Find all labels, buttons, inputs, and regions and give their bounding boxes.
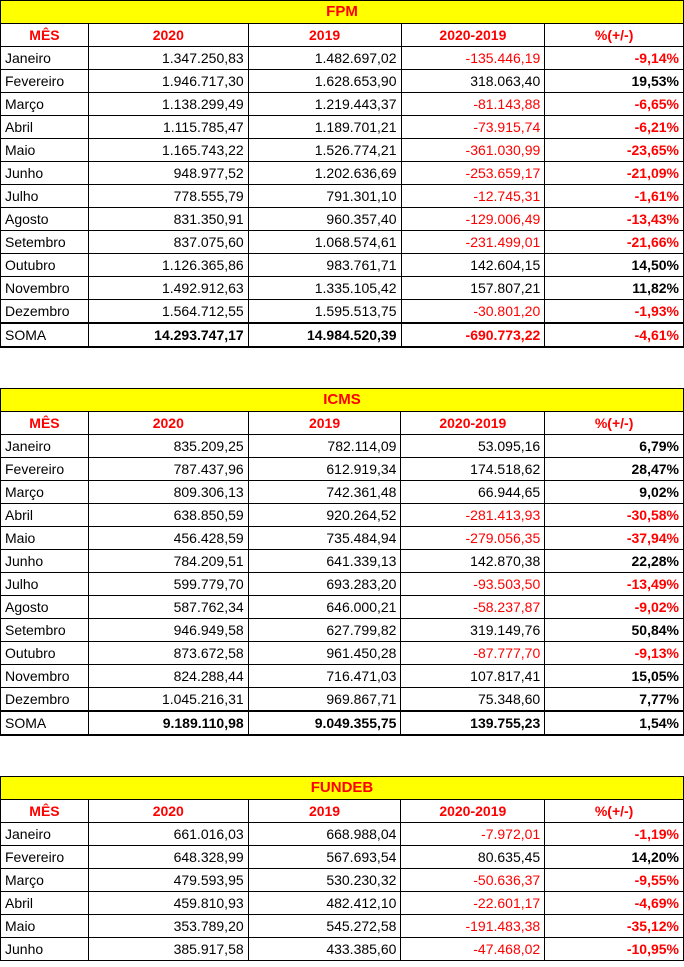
icms-table: [0, 388, 684, 736]
value-2020-cell[interactable]: 661.016,03: [88, 823, 248, 846]
column-header[interactable]: 2020-2019: [401, 412, 545, 435]
value-2019-cell[interactable]: 641.339,13: [248, 550, 401, 573]
value-2020-cell[interactable]: 479.593,95: [88, 869, 248, 892]
table-row: [1, 846, 684, 869]
value-2020-cell[interactable]: 824.288,44: [88, 665, 248, 688]
month-cell[interactable]: SOMA: [1, 323, 89, 347]
column-header[interactable]: 2019: [248, 800, 401, 823]
percent-cell[interactable]: 7,77%: [545, 688, 684, 712]
month-cell[interactable]: Julho: [1, 573, 89, 596]
table-row: [1, 47, 684, 70]
month-cell[interactable]: Outubro: [1, 642, 89, 665]
percent-cell[interactable]: -30,58%: [545, 504, 684, 527]
column-header[interactable]: MÊS: [1, 24, 89, 47]
difference-cell[interactable]: 157.807,21: [401, 277, 545, 300]
value-2019-cell[interactable]: 1.068.574,61: [248, 231, 401, 254]
month-cell[interactable]: Julho: [1, 185, 89, 208]
difference-cell[interactable]: -135.446,19: [401, 47, 545, 70]
percent-cell[interactable]: 1,54%: [545, 711, 684, 735]
difference-cell[interactable]: 142.604,15: [401, 254, 545, 277]
month-cell[interactable]: Fevereiro: [1, 70, 89, 93]
difference-cell[interactable]: 319.149,76: [401, 619, 545, 642]
value-2020-cell[interactable]: 456.428,59: [88, 527, 248, 550]
value-2020-cell[interactable]: 587.762,34: [88, 596, 248, 619]
column-header[interactable]: 2020-2019: [401, 24, 545, 47]
percent-cell[interactable]: -13,43%: [545, 208, 684, 231]
value-2020-cell[interactable]: 831.350,91: [88, 208, 248, 231]
column-header[interactable]: 2020: [88, 800, 248, 823]
table-row: [1, 915, 684, 938]
percent-cell[interactable]: -1,61%: [545, 185, 684, 208]
value-2020-cell[interactable]: 1.165.743,22: [88, 139, 248, 162]
table-title[interactable]: FPM: [1, 1, 684, 24]
value-2020-cell[interactable]: 1.347.250,83: [88, 47, 248, 70]
value-2019-cell[interactable]: 530.230,32: [248, 869, 401, 892]
difference-cell[interactable]: -129.006,49: [401, 208, 545, 231]
value-2020-cell[interactable]: 1.492.912,63: [88, 277, 248, 300]
difference-cell[interactable]: -58.237,87: [401, 596, 545, 619]
value-2020-cell[interactable]: 784.209,51: [88, 550, 248, 573]
value-2019-cell[interactable]: 960.357,40: [248, 208, 401, 231]
value-2019-cell[interactable]: 961.450,28: [248, 642, 401, 665]
difference-cell[interactable]: -81.143,88: [401, 93, 545, 116]
value-2019-cell[interactable]: 1.189.701,21: [248, 116, 401, 139]
value-2019-cell[interactable]: 791.301,10: [248, 185, 401, 208]
header-row: [1, 412, 684, 435]
difference-cell[interactable]: -253.659,17: [401, 162, 545, 185]
difference-cell[interactable]: -281.413,93: [401, 504, 545, 527]
value-2019-cell[interactable]: 969.867,71: [248, 688, 401, 712]
month-cell[interactable]: Abril: [1, 892, 89, 915]
month-cell[interactable]: Junho: [1, 938, 89, 961]
percent-cell[interactable]: 50,84%: [545, 619, 684, 642]
difference-cell[interactable]: 53.095,16: [401, 435, 545, 458]
percent-cell[interactable]: -1,93%: [545, 300, 684, 324]
value-2020-cell[interactable]: 948.977,52: [88, 162, 248, 185]
month-cell[interactable]: Março: [1, 93, 89, 116]
difference-cell[interactable]: 174.518,62: [401, 458, 545, 481]
month-cell[interactable]: Maio: [1, 915, 89, 938]
column-header[interactable]: 2019: [248, 412, 401, 435]
difference-cell[interactable]: -30.801,20: [401, 300, 545, 324]
value-2019-cell[interactable]: 920.264,52: [248, 504, 401, 527]
difference-cell[interactable]: 66.944,65: [401, 481, 545, 504]
value-2020-cell[interactable]: 1.946.717,30: [88, 70, 248, 93]
month-cell[interactable]: Fevereiro: [1, 846, 89, 869]
percent-cell[interactable]: -4,69%: [545, 892, 684, 915]
value-2020-cell[interactable]: 648.328,99: [88, 846, 248, 869]
sum-row: [1, 711, 684, 735]
percent-cell[interactable]: 14,20%: [545, 846, 684, 869]
column-header[interactable]: 2020: [88, 412, 248, 435]
table-row: [1, 892, 684, 915]
percent-cell[interactable]: -9,55%: [545, 869, 684, 892]
difference-cell[interactable]: 80.635,45: [401, 846, 545, 869]
fpm-table: [0, 0, 684, 348]
month-cell[interactable]: Junho: [1, 550, 89, 573]
table-row: [1, 300, 684, 324]
fundeb-table: [0, 776, 684, 961]
table-row: [1, 254, 684, 277]
header-row: [1, 800, 684, 823]
difference-cell[interactable]: -231.499,01: [401, 231, 545, 254]
month-cell[interactable]: Janeiro: [1, 47, 89, 70]
column-header[interactable]: %(+/-): [545, 412, 684, 435]
value-2020-cell[interactable]: 385.917,58: [88, 938, 248, 961]
column-header[interactable]: 2020-2019: [401, 800, 545, 823]
column-header[interactable]: %(+/-): [545, 24, 684, 47]
month-cell[interactable]: Dezembro: [1, 688, 89, 712]
value-2020-cell[interactable]: 1.045.216,31: [88, 688, 248, 712]
value-2019-cell[interactable]: 433.385,60: [248, 938, 401, 961]
value-2019-cell[interactable]: 545.272,58: [248, 915, 401, 938]
value-2019-cell[interactable]: 668.988,04: [248, 823, 401, 846]
difference-cell[interactable]: -87.777,70: [401, 642, 545, 665]
month-cell[interactable]: Maio: [1, 527, 89, 550]
value-2020-cell[interactable]: 1.564.712,55: [88, 300, 248, 324]
value-2020-cell[interactable]: 809.306,13: [88, 481, 248, 504]
difference-cell[interactable]: -279.056,35: [401, 527, 545, 550]
value-2020-cell[interactable]: 1.126.365,86: [88, 254, 248, 277]
percent-cell[interactable]: 9,02%: [545, 481, 684, 504]
difference-cell[interactable]: 107.817,41: [401, 665, 545, 688]
month-cell[interactable]: Março: [1, 869, 89, 892]
month-cell[interactable]: Outubro: [1, 254, 89, 277]
value-2020-cell[interactable]: 9.189.110,98: [88, 711, 248, 735]
table-title[interactable]: FUNDEB: [1, 777, 684, 800]
percent-cell[interactable]: -23,65%: [545, 139, 684, 162]
month-cell[interactable]: Fevereiro: [1, 458, 89, 481]
month-cell[interactable]: Janeiro: [1, 823, 89, 846]
table-row: [1, 208, 684, 231]
table-row: [1, 139, 684, 162]
month-cell[interactable]: Setembro: [1, 231, 89, 254]
table-row: [1, 665, 684, 688]
value-2020-cell[interactable]: 14.293.747,17: [88, 323, 248, 347]
difference-cell[interactable]: -47.468,02: [401, 938, 545, 961]
value-2020-cell[interactable]: 1.138.299,49: [88, 93, 248, 116]
table-row: [1, 869, 684, 892]
table-row: [1, 504, 684, 527]
difference-cell[interactable]: -12.745,31: [401, 185, 545, 208]
table-row: [1, 481, 684, 504]
difference-cell[interactable]: -93.503,50: [401, 573, 545, 596]
percent-cell[interactable]: -6,65%: [545, 93, 684, 116]
value-2020-cell[interactable]: 946.949,58: [88, 619, 248, 642]
difference-cell[interactable]: -50.636,37: [401, 869, 545, 892]
value-2020-cell[interactable]: 778.555,79: [88, 185, 248, 208]
difference-cell[interactable]: 139.755,23: [401, 711, 545, 735]
difference-cell[interactable]: -361.030,99: [401, 139, 545, 162]
value-2019-cell[interactable]: 646.000,21: [248, 596, 401, 619]
value-2019-cell[interactable]: 612.919,34: [248, 458, 401, 481]
table-row: [1, 642, 684, 665]
column-header[interactable]: %(+/-): [545, 800, 684, 823]
value-2019-cell[interactable]: 716.471,03: [248, 665, 401, 688]
value-2020-cell[interactable]: 638.850,59: [88, 504, 248, 527]
table-row: [1, 688, 684, 712]
value-2019-cell[interactable]: 567.693,54: [248, 846, 401, 869]
month-cell[interactable]: Abril: [1, 116, 89, 139]
difference-cell[interactable]: -7.972,01: [401, 823, 545, 846]
table-row: [1, 550, 684, 573]
table-row: [1, 596, 684, 619]
value-2019-cell[interactable]: 1.526.774,21: [248, 139, 401, 162]
value-2019-cell[interactable]: 1.482.697,02: [248, 47, 401, 70]
table-row: [1, 938, 684, 961]
month-cell[interactable]: Abril: [1, 504, 89, 527]
value-2019-cell[interactable]: 782.114,09: [248, 435, 401, 458]
percent-cell[interactable]: -9,14%: [545, 47, 684, 70]
percent-cell[interactable]: 11,82%: [545, 277, 684, 300]
value-2020-cell[interactable]: 873.672,58: [88, 642, 248, 665]
table-row: [1, 573, 684, 596]
value-2019-cell[interactable]: 1.595.513,75: [248, 300, 401, 324]
column-header[interactable]: MÊS: [1, 412, 89, 435]
month-cell[interactable]: Agosto: [1, 596, 89, 619]
value-2019-cell[interactable]: 627.799,82: [248, 619, 401, 642]
percent-cell[interactable]: -9,13%: [545, 642, 684, 665]
percent-cell[interactable]: 22,28%: [545, 550, 684, 573]
value-2019-cell[interactable]: 693.283,20: [248, 573, 401, 596]
month-cell[interactable]: Novembro: [1, 665, 89, 688]
table-row: [1, 231, 684, 254]
percent-cell[interactable]: -4,61%: [545, 323, 684, 347]
table-row: [1, 185, 684, 208]
percent-cell[interactable]: 28,47%: [545, 458, 684, 481]
value-2019-cell[interactable]: 1.335.105,42: [248, 277, 401, 300]
sum-row: [1, 323, 684, 347]
percent-cell[interactable]: -21,66%: [545, 231, 684, 254]
percent-cell[interactable]: 19,53%: [545, 70, 684, 93]
value-2019-cell[interactable]: 1.202.636,69: [248, 162, 401, 185]
table-row: [1, 70, 684, 93]
difference-cell[interactable]: -690.773,22: [401, 323, 545, 347]
value-2019-cell[interactable]: 1.219.443,37: [248, 93, 401, 116]
table-row: [1, 435, 684, 458]
table-row: [1, 277, 684, 300]
table-row: [1, 162, 684, 185]
percent-cell[interactable]: 14,50%: [545, 254, 684, 277]
value-2019-cell[interactable]: 1.628.653,90: [248, 70, 401, 93]
percent-cell[interactable]: -21,09%: [545, 162, 684, 185]
value-2019-cell[interactable]: 14.984.520,39: [248, 323, 401, 347]
percent-cell[interactable]: -9,02%: [545, 596, 684, 619]
difference-cell[interactable]: 75.348,60: [401, 688, 545, 712]
value-2019-cell[interactable]: 735.484,94: [248, 527, 401, 550]
month-cell[interactable]: Setembro: [1, 619, 89, 642]
percent-cell[interactable]: -37,94%: [545, 527, 684, 550]
value-2020-cell[interactable]: 599.779,70: [88, 573, 248, 596]
value-2019-cell[interactable]: 742.361,48: [248, 481, 401, 504]
month-cell[interactable]: Novembro: [1, 277, 89, 300]
percent-cell[interactable]: -35,12%: [545, 915, 684, 938]
table-title[interactable]: ICMS: [1, 389, 684, 412]
difference-cell[interactable]: 318.063,40: [401, 70, 545, 93]
table-row: [1, 823, 684, 846]
percent-cell[interactable]: 6,79%: [545, 435, 684, 458]
value-2020-cell[interactable]: 1.115.785,47: [88, 116, 248, 139]
column-header[interactable]: MÊS: [1, 800, 89, 823]
value-2019-cell[interactable]: 482.412,10: [248, 892, 401, 915]
value-2020-cell[interactable]: 837.075,60: [88, 231, 248, 254]
difference-cell[interactable]: -191.483,38: [401, 915, 545, 938]
table-row: [1, 458, 684, 481]
month-cell[interactable]: Agosto: [1, 208, 89, 231]
month-cell[interactable]: Janeiro: [1, 435, 89, 458]
column-header[interactable]: 2019: [248, 24, 401, 47]
value-2019-cell[interactable]: 9.049.355,75: [248, 711, 401, 735]
month-cell[interactable]: Maio: [1, 139, 89, 162]
month-cell[interactable]: Dezembro: [1, 300, 89, 324]
difference-cell[interactable]: 142.870,38: [401, 550, 545, 573]
difference-cell[interactable]: -73.915,74: [401, 116, 545, 139]
column-header[interactable]: 2020: [88, 24, 248, 47]
percent-cell[interactable]: -10,95%: [545, 938, 684, 961]
value-2020-cell[interactable]: 835.209,25: [88, 435, 248, 458]
table-row: [1, 527, 684, 550]
percent-cell[interactable]: -13,49%: [545, 573, 684, 596]
month-cell[interactable]: Março: [1, 481, 89, 504]
difference-cell[interactable]: -22.601,17: [401, 892, 545, 915]
value-2020-cell[interactable]: 459.810,93: [88, 892, 248, 915]
value-2019-cell[interactable]: 983.761,71: [248, 254, 401, 277]
header-row: [1, 24, 684, 47]
value-2020-cell[interactable]: 353.789,20: [88, 915, 248, 938]
month-cell[interactable]: SOMA: [1, 711, 89, 735]
table-row: [1, 116, 684, 139]
percent-cell[interactable]: 15,05%: [545, 665, 684, 688]
month-cell[interactable]: Junho: [1, 162, 89, 185]
percent-cell[interactable]: -1,19%: [545, 823, 684, 846]
table-row: [1, 619, 684, 642]
percent-cell[interactable]: -6,21%: [545, 116, 684, 139]
table-row: [1, 93, 684, 116]
value-2020-cell[interactable]: 787.437,96: [88, 458, 248, 481]
